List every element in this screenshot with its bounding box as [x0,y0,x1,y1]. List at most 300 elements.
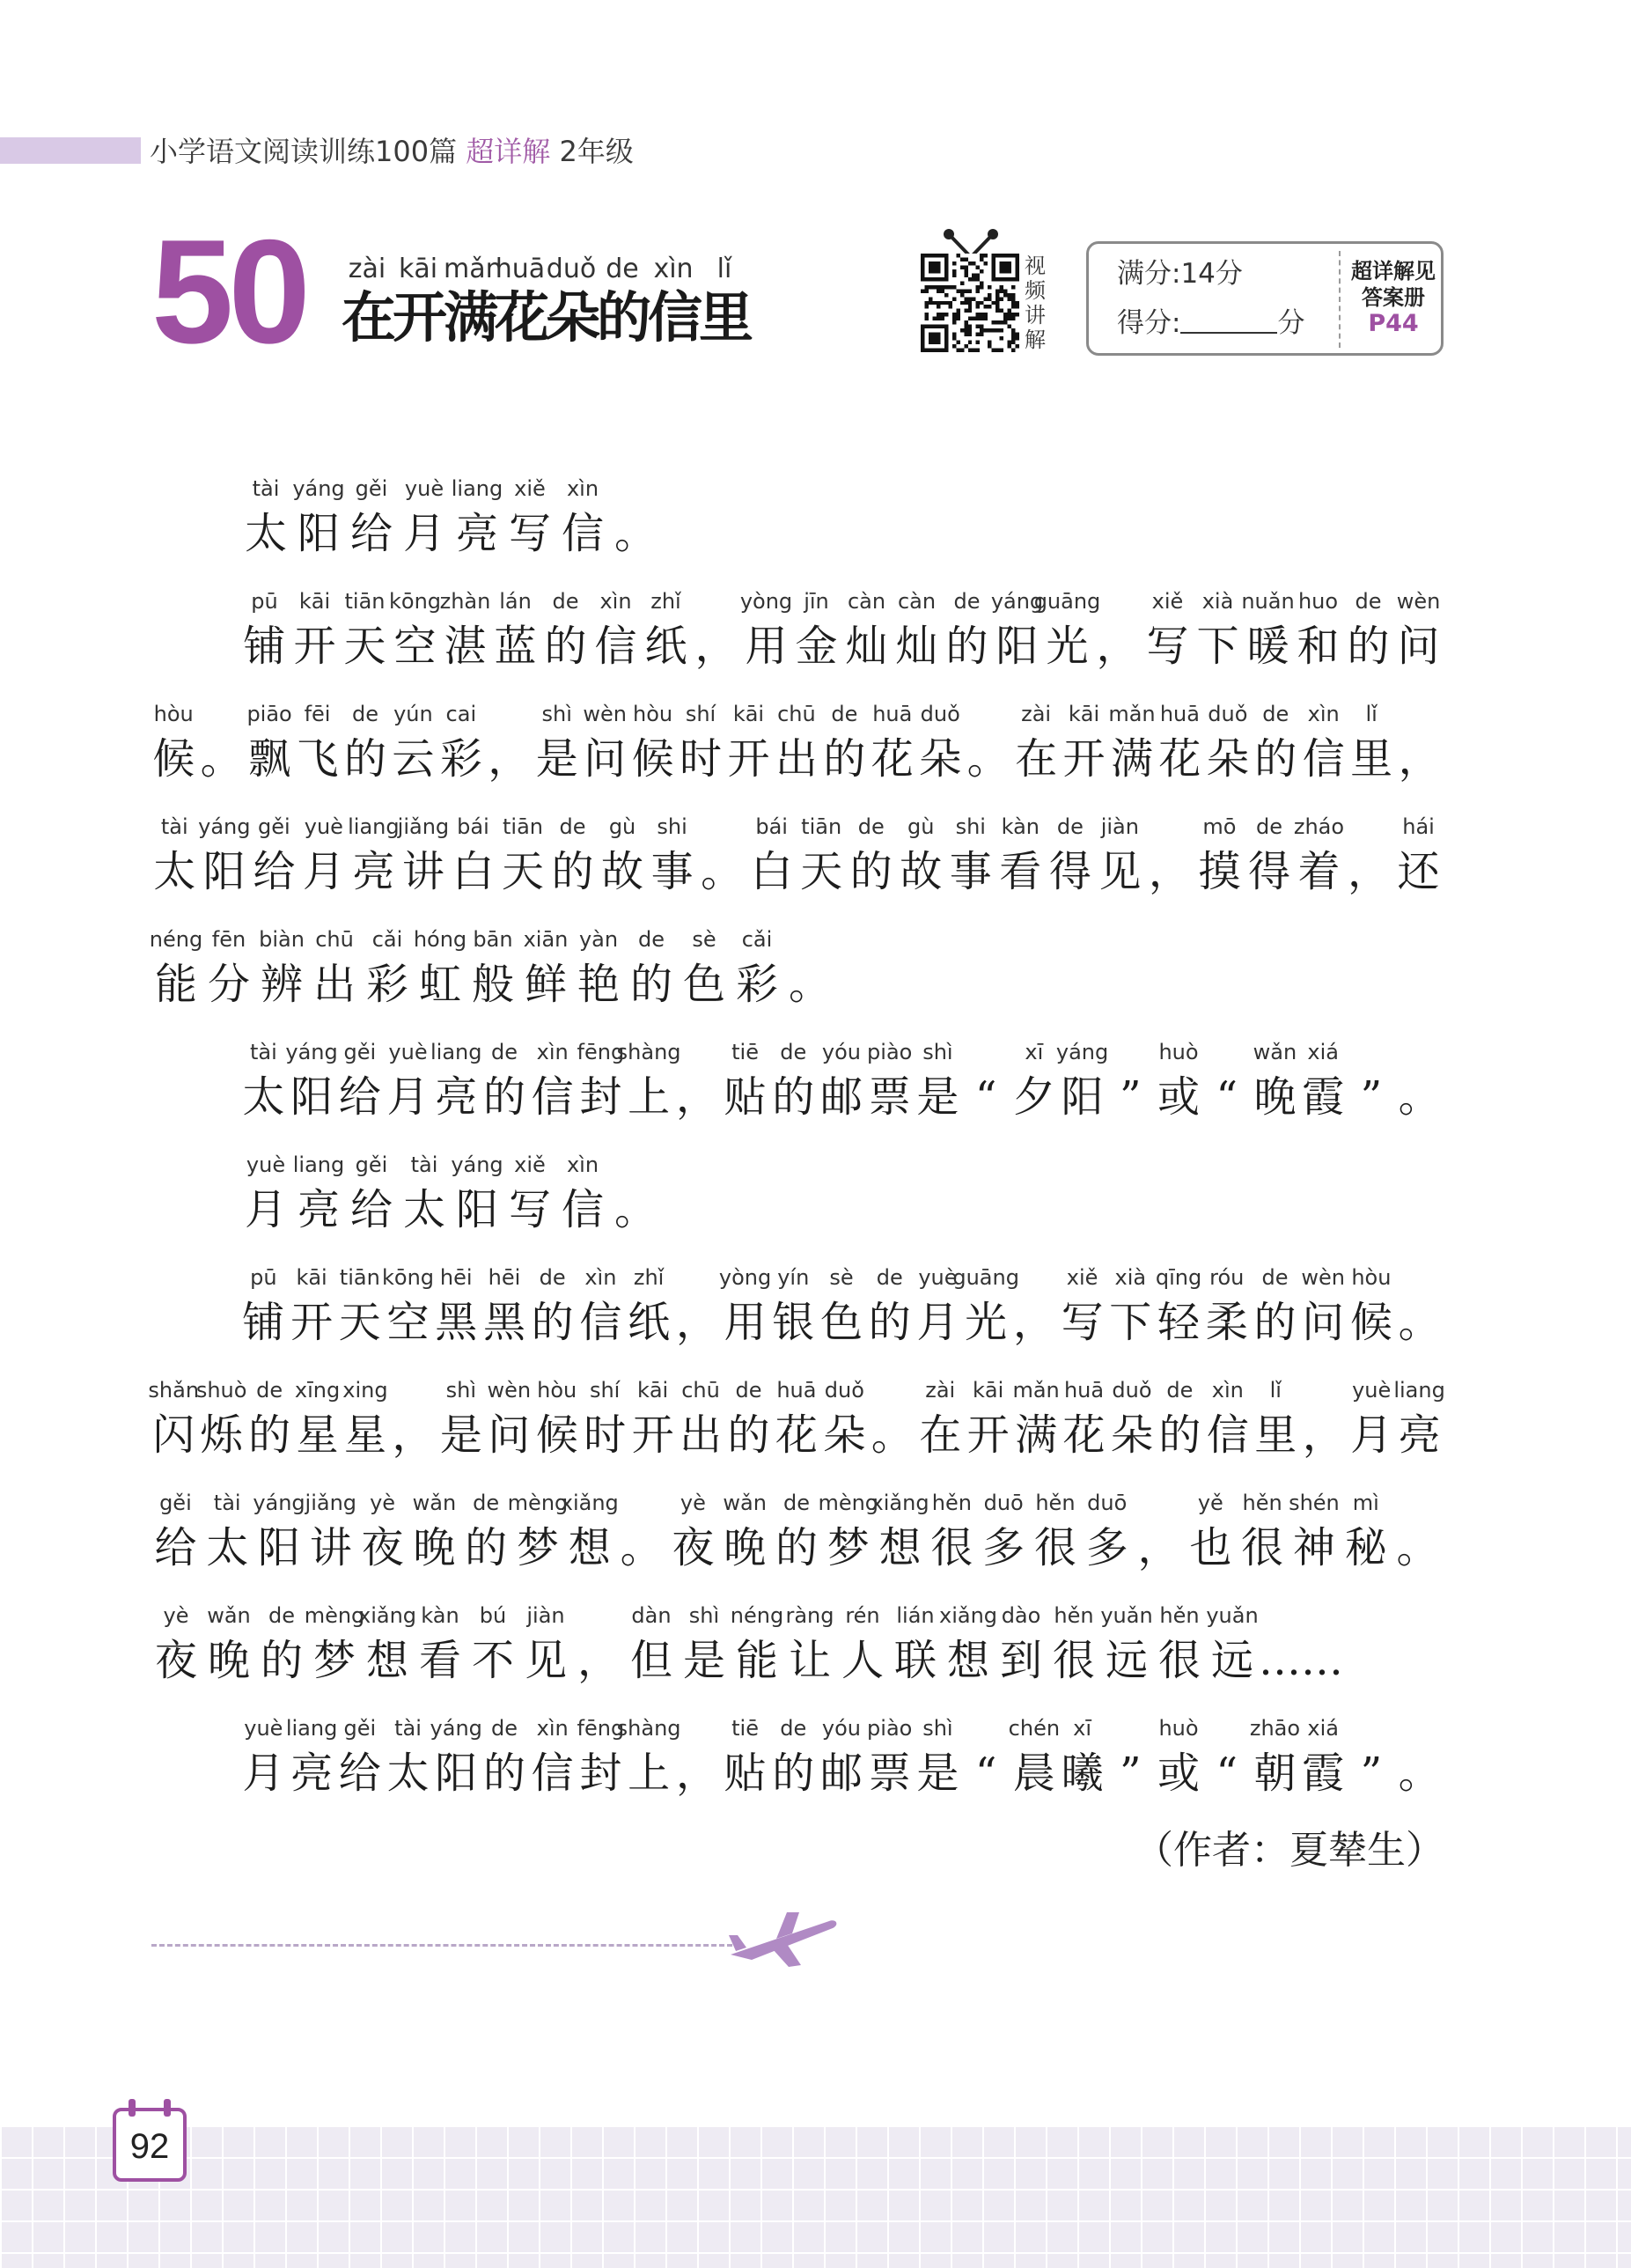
hanzi: 很 [1033,1523,1076,1572]
hanzi: 在 [919,1410,962,1460]
pinyin: kāi [636,1378,669,1403]
hanzi: 的 [823,734,866,784]
hanzi: 闪 [152,1410,195,1460]
page-number: 92 [129,2127,170,2166]
hanzi: 讲 [309,1523,352,1572]
ruby-character [1395,1377,1443,1479]
hanzi: ， [488,734,531,784]
hanzi: 蓝 [494,622,537,671]
hanzi: 月 [916,1298,959,1347]
hanzi: 阳 [257,1523,300,1572]
hanzi: 亮 [352,847,395,896]
hanzi: 的 [260,1636,303,1685]
hanzi: 艳 [577,960,620,1009]
pinyin: wèn [583,702,627,726]
hanzi: 彩 [439,734,482,784]
hanzi: 。 [1398,1298,1441,1347]
hanzi: 亮 [290,1749,334,1798]
hanzi: 里 [1254,1410,1297,1460]
hanzi: 候 [535,1410,578,1460]
pinyin: jīn [804,589,829,614]
hanzi: 满 [1015,1410,1058,1460]
pinyin: huò [1158,1040,1199,1064]
hanzi: 轻 [1157,1298,1201,1347]
pinyin: de [1355,589,1382,614]
pinyin: xiě [1066,1265,1098,1290]
pinyin: shì [688,1603,720,1628]
pinyin: yáng [253,1491,305,1515]
hanzi: 票 [868,1749,911,1798]
pinyin: yáng [1055,1040,1109,1064]
hanzi: 多 [1085,1523,1128,1572]
pinyin: tiē [731,1716,759,1741]
hanzi: 故 [900,847,943,896]
hanzi: 开 [966,1410,1010,1460]
hanzi: ， [1302,1410,1345,1460]
hanzi: 太 [153,847,196,896]
pinyin: yè [163,1603,189,1628]
hanzi: 的 [868,1298,911,1347]
hanzi: 阳 [202,847,246,896]
hanzi: 灿 [895,622,938,671]
hanzi: 。 [613,1185,657,1234]
pinyin: de [782,1491,810,1515]
hanzi: 的 [465,1523,508,1572]
hanzi: 阳 [995,622,1039,671]
title-character: 里 [699,285,754,350]
hanzi: ， [675,1749,718,1798]
pinyin: kāi [296,1265,327,1290]
hanzi: 的 [1158,1410,1201,1460]
hanzi: ” [1360,1072,1383,1122]
pinyin: bái [457,814,489,839]
pinyin: xiě [1151,589,1184,614]
pinyin: yuè [388,1040,428,1064]
hanzi: 用 [745,622,788,671]
pinyin: huā [1159,702,1200,726]
hanzi: 想 [878,1523,922,1572]
hanzi: 霞 [1302,1072,1345,1122]
hanzi: 晚 [207,1636,250,1685]
pinyin: de [490,1716,518,1741]
hanzi: 。 [200,734,243,784]
hanzi: 空 [386,1298,430,1347]
pinyin: hòu [1351,1265,1392,1290]
hanzi: 信 [579,1298,622,1347]
hanzi: 太 [242,1072,285,1122]
hanzi: ， [1137,1523,1180,1572]
hanzi: 很 [1241,1523,1284,1572]
pinyin: kàn [421,1603,459,1628]
hanzi: 天 [501,847,544,896]
pinyin: yuǎn [1206,1603,1259,1628]
pinyin: de [1056,814,1084,839]
hanzi: 飞 [296,734,339,784]
pinyin: shi [657,814,687,839]
calendar-ring-icon [164,2099,171,2117]
title-pinyin-syllable: xìn [653,254,694,284]
video-explanation-label [1025,254,1051,352]
hanzi: 湛 [444,622,487,671]
title-character: 满 [444,285,499,350]
hanzi: 。 [620,1523,663,1572]
hanzi: ， [392,1410,435,1460]
video-label-character: 频 [1025,278,1046,303]
pinyin: yuǎn [1100,1603,1153,1628]
pinyin: mèng [818,1491,879,1515]
hanzi: 信 [561,509,604,558]
pinyin: xiá [1307,1040,1339,1064]
hanzi: 铺 [243,622,286,671]
hanzi: 阳 [290,1072,334,1122]
pinyin: kāi [298,589,331,614]
ruby-character [783,926,836,1028]
hanzi: 朝 [1253,1749,1297,1798]
hanzi: 阳 [297,509,340,558]
hanzi: 曦 [1061,1749,1104,1798]
pinyin: bái [755,814,788,839]
hanzi: 封 [579,1072,622,1122]
hanzi: 星 [296,1410,339,1460]
hanzi: 人 [841,1636,884,1685]
hanzi: ， [1012,1298,1055,1347]
hanzi: “ [1216,1749,1238,1798]
pinyin: yuè [246,1152,286,1177]
pinyin: lǐ [1269,1378,1282,1403]
hanzi: 梦 [827,1523,870,1572]
pinyin: tài [249,1040,277,1064]
hanzi: 满 [1110,734,1153,784]
hanzi: 封 [579,1749,622,1798]
pinyin: yóu [821,1716,862,1741]
pinyin: gěi [159,1491,192,1515]
hanzi: 得 [1247,847,1290,896]
pinyin [1378,701,1460,727]
pinyin: huā [776,1378,817,1403]
hanzi: 纸 [628,1298,671,1347]
pinyin: qīng [1155,1265,1202,1290]
pinyin: mō [1202,814,1237,839]
series-title [150,129,634,174]
ruby-character [1395,701,1443,803]
hanzi: 写 [1061,1298,1104,1347]
pinyin: kāi [973,1378,1004,1403]
hanzi: 让 [788,1636,831,1685]
hanzi: 鲜 [524,960,567,1009]
hanzi: 金 [795,622,838,671]
pinyin: de [735,1378,762,1403]
hanzi: 白 [750,847,793,896]
hanzi: 般 [471,960,514,1009]
pinyin: de [490,1040,518,1064]
pinyin: xiǎng [560,1491,619,1515]
pinyin: lǐ [1365,702,1378,726]
pinyin: xiě [514,1152,546,1177]
pinyin: tiān [801,814,842,839]
pinyin: yòng [739,589,793,614]
title-pinyin-syllable: de [606,254,639,284]
pinyin: de [831,702,858,726]
ruby-character [1395,1039,1444,1141]
title-pinyin-syllable: kāi [398,254,438,284]
hanzi: 开 [290,1298,334,1347]
hanzi: 暖 [1246,622,1289,671]
hanzi: 夜 [361,1523,404,1572]
pinyin: liang [348,814,400,839]
hanzi: 阳 [455,1185,498,1234]
hanzi: 白 [452,847,495,896]
hanzi: 出 [312,960,356,1009]
pinyin: néng [149,927,203,952]
hanzi: 的 [1254,734,1297,784]
hanzi: 飘 [248,734,291,784]
hanzi: 灿 [845,622,888,671]
pinyin: shì [541,702,572,726]
hanzi: “ [974,1749,997,1798]
pinyin: de [1261,1265,1289,1290]
hanzi: 的 [772,1072,815,1122]
pinyin: kōng [388,589,442,614]
title-character: 的 [597,285,652,350]
pinyin: duǒ [920,702,960,726]
pinyin: de [351,702,378,726]
hanzi: 是 [916,1749,959,1798]
pinyin: jiàn [526,1603,565,1628]
hanzi: 太 [402,1185,445,1234]
ruby-character [1393,814,1444,916]
qr-code-icon[interactable] [921,254,1019,352]
hanzi: 的 [248,1410,291,1460]
pinyin: mǎn [1108,702,1156,726]
pinyin: càn [847,589,886,614]
series-accent-title: 超详解 [466,135,551,168]
hanzi: ” [1360,1749,1383,1798]
score-field-label: 得分: [1117,307,1181,339]
pinyin: xī [1025,1040,1044,1064]
hanzi: 很 [1052,1636,1095,1685]
hanzi: 见 [1098,847,1142,896]
poem-line [150,1377,1444,1479]
hanzi: 信 [1206,1410,1249,1460]
hanzi: 朵 [823,1410,866,1460]
pinyin: shàng [616,1716,681,1741]
hanzi: 事 [650,847,694,896]
pinyin: mǎn [1012,1378,1060,1403]
pinyin: jiàn [1100,814,1139,839]
pinyin: dàn [631,1603,672,1628]
pinyin [1378,1715,1461,1742]
hanzi: 。 [1396,1523,1439,1572]
pinyin: bú [479,1603,507,1628]
title-pinyin-syllable: huā [495,254,546,284]
pinyin: xìn [536,1716,569,1741]
pinyin: yún [393,702,433,726]
pinyin: liang [1393,1378,1445,1403]
pinyin: yáng [430,1716,482,1741]
dashed-divider [151,1944,732,1947]
hanzi: 。 [1398,1749,1441,1798]
hanzi: 贴 [724,1749,767,1798]
pinyin: dào [1001,1603,1041,1628]
hanzi: 梦 [516,1523,559,1572]
pinyin: fēi [304,702,331,726]
pinyin: hóng [413,927,467,952]
title-character: 信 [648,285,703,350]
pinyin: shuò [195,1378,247,1403]
hanzi: 的 [849,847,893,896]
hanzi: 黑 [482,1298,525,1347]
pinyin: guāng [1033,589,1101,614]
title-pinyin-syllable: mǎn [444,254,503,284]
hanzi: 晚 [413,1523,456,1572]
pinyin: yè [680,1491,706,1515]
hanzi: 的 [482,1072,525,1122]
hanzi: 着 [1297,847,1341,896]
hanzi: 的 [1347,622,1390,671]
hanzi: 的 [945,622,988,671]
pinyin: xià [1114,1265,1147,1290]
hanzi: 的 [551,847,594,896]
hanzi: 上 [628,1749,671,1798]
hanzi: 问 [584,734,627,784]
hanzi: 花 [871,734,914,784]
hanzi: 在 [1015,734,1058,784]
score-box [1086,241,1444,356]
answer-reference [1344,258,1443,337]
hanzi: 月 [242,1749,285,1798]
hanzi: 票 [868,1072,911,1122]
pinyin [1378,1039,1461,1065]
ruby-character [1395,1264,1444,1366]
hanzi: 多 [982,1523,1025,1572]
hanzi: 候 [631,734,674,784]
hanzi: 的 [629,960,672,1009]
ruby-character [1392,1490,1444,1592]
hanzi: 天 [800,847,843,896]
pinyin: xiǎng [871,1491,929,1515]
poem-line [150,1490,1444,1592]
hanzi: 很 [1157,1636,1201,1685]
hanzi: 或 [1157,1072,1201,1122]
pinyin: tài [213,1491,241,1515]
hanzi: 信 [531,1749,574,1798]
pinyin: tài [410,1152,438,1177]
hanzi: 花 [1062,1410,1106,1460]
hanzi: 邮 [819,1072,863,1122]
hanzi: 和 [1297,622,1340,671]
hanzi: 用 [724,1298,767,1347]
hanzi: 秘 [1344,1523,1387,1572]
score-blank[interactable] [1180,307,1277,334]
hanzi: 的 [482,1749,525,1798]
pinyin: xìn [584,1265,617,1290]
pinyin: xīng [294,1378,341,1403]
hanzi: 色 [819,1298,863,1347]
pinyin: xìn [1211,1378,1244,1403]
hanzi: 故 [601,847,644,896]
pinyin: chū [681,1378,720,1403]
pinyin: shì [922,1040,953,1064]
pinyin: gěi [343,1040,377,1064]
pinyin: yuè [404,476,444,501]
hanzi: 也 [1189,1523,1232,1572]
hanzi: 的 [1253,1298,1297,1347]
hanzi: 时 [680,734,723,784]
pinyin: piāo [246,702,292,726]
pinyin: kōng [382,1265,435,1290]
pinyin: cǎi [741,927,773,952]
hanzi: 邮 [819,1749,863,1798]
hanzi: 信 [531,1072,574,1122]
hanzi: 的 [343,734,386,784]
pinyin: duǒ [824,1378,864,1403]
pinyin: wǎn [1253,1040,1297,1064]
ticket-divider [1339,251,1341,348]
ruby-character [1393,588,1444,690]
hanzi: 远 [1210,1636,1253,1685]
hanzi: 的 [775,1523,818,1572]
pinyin: gěi [355,476,388,501]
pinyin: chū [777,702,816,726]
hanzi: 银 [772,1298,815,1347]
pinyin: nuǎn [1241,589,1295,614]
pinyin: xìn [566,476,599,501]
hanzi: 亮 [455,509,498,558]
pinyin: de [552,589,579,614]
hanzi: 。 [871,1410,914,1460]
hanzi: 纸 [644,622,687,671]
pinyin: de [473,1491,500,1515]
hanzi: 写 [508,509,551,558]
pinyin: gěi [343,1716,377,1741]
hanzi: 光 [965,1298,1008,1347]
pinyin: de [1166,1378,1194,1403]
calendar-ring-icon [129,2099,136,2117]
hanzi: 摸 [1198,847,1241,896]
hanzi: 出 [680,1410,723,1460]
pinyin: hēi [488,1265,521,1290]
pinyin: yuè [304,814,343,839]
pinyin: yáng [990,589,1044,614]
ruby-character [609,1152,662,1254]
hanzi: 彩 [735,960,778,1009]
hanzi: 事 [949,847,992,896]
pinyin: shǎn [148,1378,200,1403]
hanzi: 看 [418,1636,461,1685]
score-field [1117,306,1304,341]
hanzi: 的 [727,1410,770,1460]
hanzi: 晚 [1253,1072,1297,1122]
hanzi: 月 [302,847,345,896]
pinyin: wèn [1396,589,1441,614]
hanzi: 给 [338,1072,381,1122]
hanzi: “ [974,1072,997,1122]
hanzi: 时 [584,1410,627,1460]
poem-line [239,475,662,578]
pinyin: cǎi [371,927,403,952]
hanzi: 天 [338,1298,381,1347]
hanzi: 阳 [435,1749,478,1798]
title-pinyin-syllable: zài [348,254,386,284]
pinyin: wèn [1301,1265,1345,1290]
hanzi: 写 [1146,622,1189,671]
video-label-character: 讲 [1025,303,1046,328]
hanzi: 分 [207,960,250,1009]
hanzi: 花 [1158,734,1201,784]
pinyin: wǎn [207,1603,251,1628]
pinyin [591,1152,680,1178]
pinyin: wǎn [412,1491,457,1515]
